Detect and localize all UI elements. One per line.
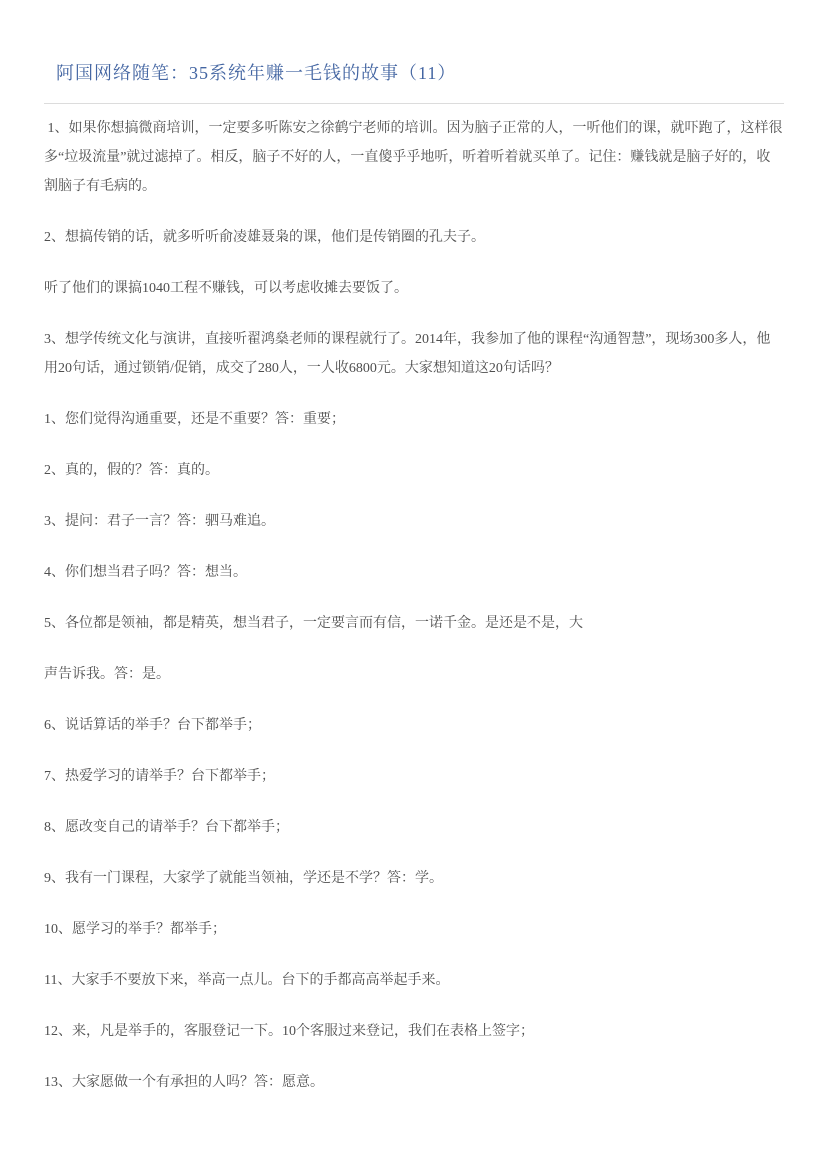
paragraph: 13、大家愿做一个有承担的人吗？答：愿意。 — [44, 1075, 324, 1090]
paragraph: 3、想学传统文化与演讲，直接听翟鸿燊老师的课程就行了。2014年，我参加了他的课程“沟通智慧”，现场300多人，他用20句话，通过锁销/促销，成交了280人，一人收6800元。大家想知道这20句话吗？ — [44, 332, 771, 376]
paragraph: 1、您们觉得沟通重要，还是不重要？答：重要； — [44, 412, 345, 427]
title-divider — [44, 103, 784, 104]
paragraph: 5、各位都是领袖，都是精英，想当君子，一定要言而有信，一诺千金。是还是不是，大 — [44, 616, 583, 631]
paragraph: 听了他们的课搞1040工程不赚钱，可以考虑收摊去要饭了。 — [44, 281, 408, 296]
article-title: 阿国网络随笔：35系统年赚一毛钱的故事（11） — [56, 63, 457, 83]
paragraph: 声告诉我。答：是。 — [44, 667, 170, 682]
paragraph: 4、你们想当君子吗？答：想当。 — [44, 565, 247, 580]
paragraph: 9、我有一门课程，大家学了就能当领袖，学还是不学？答：学。 — [44, 871, 443, 886]
paragraph: 10、愿学习的举手？都举手； — [44, 922, 226, 937]
paragraph: 2、想搞传销的话，就多听听俞凌雄聂枭的课，他们是传销圈的孔夫子。 — [44, 230, 485, 245]
paragraph: 8、愿改变自己的请举手？台下都举手； — [44, 820, 289, 835]
paragraph: 1、如果你想搞微商培训，一定要多听陈安之徐鹤宁老师的培训。因为脑子正常的人，一听他们的课，就吓跑了，这样很多“垃圾流量”就过滤掉了。相反，脑子不好的人，一直傻乎乎地听，听着听着就买单了。记住：赚钱就是脑子好的，收割脑子有毛病的。 — [44, 121, 783, 194]
paragraph: 12、来，凡是举手的，客服登记一下。10个客服过来登记，我们在表格上签字； — [44, 1024, 534, 1039]
paragraph: 6、说话算话的举手？台下都举手； — [44, 718, 261, 733]
paragraph: 3、提问：君子一言？答：驷马难追。 — [44, 514, 275, 529]
paragraph: 2、真的，假的？答：真的。 — [44, 463, 219, 478]
paragraph: 11、大家手不要放下来，举高一点儿。台下的手都高高举起手来。 — [44, 973, 450, 988]
article-body — [44, 114, 784, 1097]
paragraph: 7、热爱学习的请举手？台下都举手； — [44, 769, 275, 784]
